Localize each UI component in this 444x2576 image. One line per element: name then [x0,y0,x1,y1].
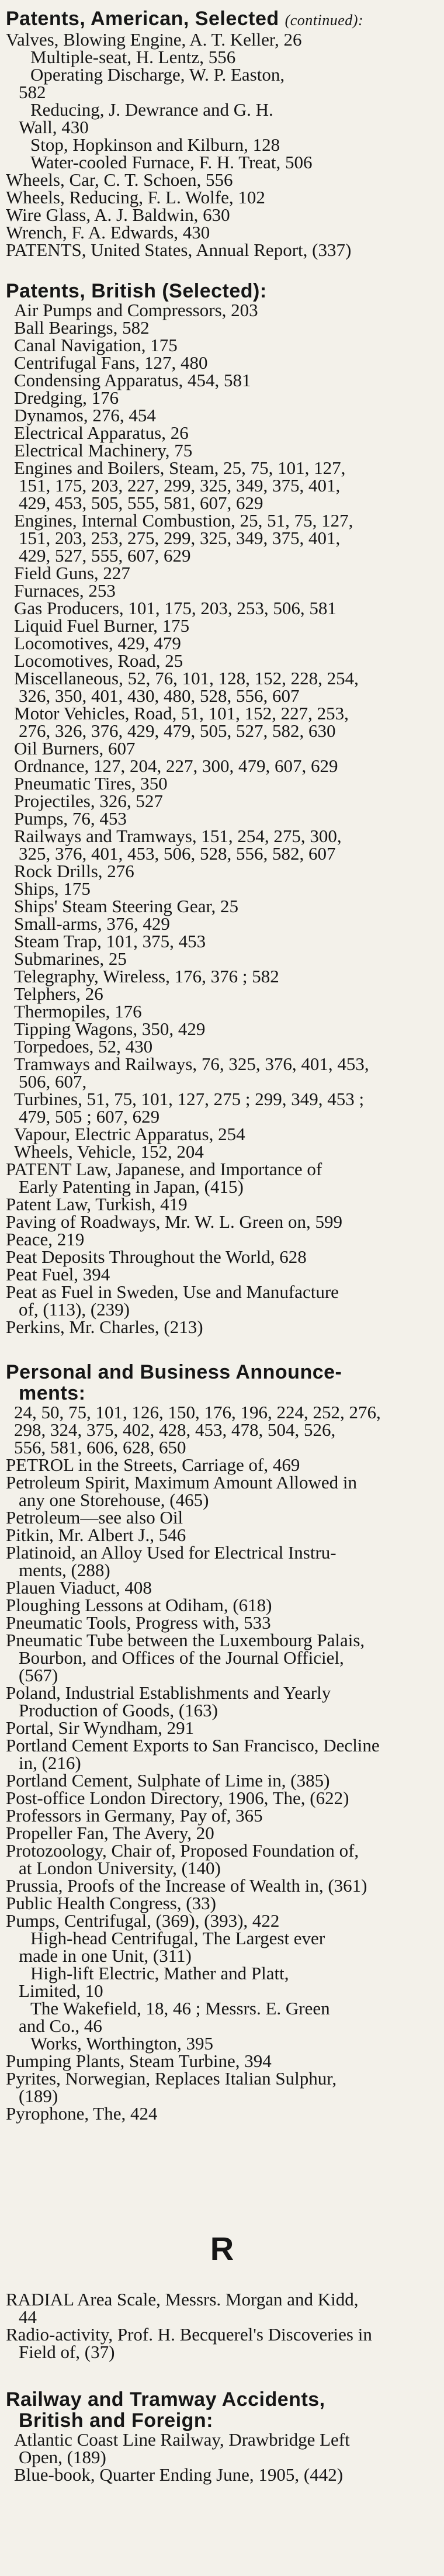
index-entry-line: Tipping Wagons, 350, 429 [14,1019,206,1039]
index-entry-line: RADIAL Area Scale, Messrs. Morgan and Kidd, [6,2289,359,2310]
index-entry-line: Field of, (37) [19,2342,115,2362]
index-entry-line: Limited, 10 [19,1981,103,2001]
index-entry-line: Pitkin, Mr. Albert J., 546 [6,1525,186,1545]
index-entry-line: in, (216) [19,1753,81,1773]
index-entry-line: Turbines, 51, 75, 101, 127, 275 ; 299, 349, 453 ; [14,1089,365,1109]
index-entry-line: Locomotives, 429, 479 [14,633,181,653]
index-entry-line: Atlantic Coast Line Railway, Drawbridge Left [14,2429,350,2450]
entry-list [6,1404,440,2123]
index-entry-line: High-head Centrifugal, The Largest ever [30,1928,325,1948]
index-entry-line: Public Health Congress, (33) [6,1893,216,1913]
index-entry-line: Electrical Machinery, 75 [14,440,193,461]
index-entry-line: Thermopiles, 176 [14,1001,142,1022]
heading-text-line2: British and Foreign: [19,2409,213,2432]
index-entry-line: Protozoology, Chair of, Proposed Foundation of, [6,1840,359,1861]
index-entry-line: Pumping Plants, Steam Turbine, 394 [6,2051,272,2071]
index-entry-line: ments, (288) [19,1560,110,1580]
index-entry-line: Steam Trap, 101, 375, 453 [14,931,206,951]
index-entry-line: 151, 175, 203, 227, 299, 325, 349, 375, 401, [19,475,341,496]
index-entry-line: Dredging, 176 [14,387,119,408]
index-entry-line: 325, 376, 401, 453, 506, 528, 556, 582, 607 [19,843,336,864]
index-entry-line: Poland, Industrial Establishments and Yearly [6,1682,331,1703]
index-entry-line: Ships' Steam Steering Gear, 25 [14,896,239,916]
index-entry-line: Telegraphy, Wireless, 176, 376 ; 582 [14,966,279,986]
index-entry-line: (567) [19,1665,58,1685]
index-entry-line: Portland Cement, Sulphate of Lime in, (385) [6,1770,330,1791]
index-entry-line: Peat as Fuel in Sweden, Use and Manufacture [6,1282,339,1302]
index-entry-line: Telphers, 26 [14,984,103,1004]
index-entry-line: Gas Producers, 101, 175, 203, 253, 506, 581 [14,598,337,618]
index-entry-line: Pyrophone, The, 424 [6,2103,158,2124]
index-entry-line: Pneumatic Tube between the Luxembourg Palais, [6,1630,365,1650]
index-entry-line: PETROL in the Streets, Carriage of, 469 [6,1455,300,1475]
section-r-entries [6,2291,440,2361]
index-entry-line: Stop, Hopkinson and Kilburn, 128 [30,134,280,155]
index-entry-line: any one Storehouse, (465) [19,1490,209,1510]
index-entry-line: Platinoid, an Alloy Used for Electrical Instru- [6,1542,337,1563]
section-railway-accidents [6,2389,440,2484]
index-entry-line: Paving of Roadways, Mr. W. L. Green on, 599 [6,1211,343,1232]
index-entry-line: Field Guns, 227 [14,563,130,583]
index-entry-line: Wheels, Reducing, F. L. Wolfe, 102 [6,187,265,207]
index-entry-line: 298, 324, 375, 402, 428, 453, 478, 504, 526, [14,1419,336,1440]
section-heading [6,8,440,31]
index-entry-line: Electrical Apparatus, 26 [14,423,189,443]
index-entry-line: Ball Bearings, 582 [14,317,150,338]
index-entry-line: 429, 527, 555, 607, 629 [19,545,191,566]
index-entry-line: at London University, (140) [19,1858,221,1878]
index-entry-line: Portland Cement Exports to San Francisco, Decline [6,1735,380,1756]
heading-text: Railway and Tramway Accidents, [6,2388,325,2411]
index-entry-line: Portal, Sir Wyndham, 291 [6,1718,195,1738]
section-personal-business [6,1362,440,2123]
index-entry-line: 44 [19,2307,37,2327]
index-entry-line: 506, 607, [19,1071,87,1092]
index-entry-line: and Co., 46 [19,2016,102,2036]
index-entry-line: Early Patenting in Japan, (415) [19,1176,244,1197]
index-entry-line: PATENT Law, Japanese, and Importance of [6,1159,322,1179]
index-entry-line: Condensing Apparatus, 454, 581 [14,370,251,390]
section-heading [6,1362,440,1404]
index-entry-line: Petroleum Spirit, Maximum Amount Allowed in [6,1472,358,1493]
index-entry-line: Ordnance, 127, 204, 227, 300, 479, 607, 629 [14,756,338,776]
index-entry-line: Wall, 430 [19,117,89,137]
index-entry-line: Peat Deposits Throughout the World, 628 [6,1247,307,1267]
index-entry-line: Pumps, Centrifugal, (369), (393), 422 [6,1910,280,1931]
index-entry-line: Wire Glass, A. J. Baldwin, 630 [6,205,230,225]
index-entry-line: Pyrites, Norwegian, Replaces Italian Sulphur, [6,2068,337,2089]
index-entry-line: Multiple-seat, H. Lentz, 556 [30,47,236,67]
index-entry-line: Works, Worthington, 395 [30,2033,214,2054]
index-entry-line: Blue-book, Quarter Ending June, 1905, (442) [14,2464,344,2485]
heading-text: Patents, British (Selected): [6,280,267,302]
index-entry-line: Open, (189) [19,2447,106,2467]
index-entry-line: Pneumatic Tires, 350 [14,773,168,794]
index-entry-line: Operating Discharge, W. P. Easton, [30,64,285,85]
index-entry-line: Engines, Internal Combustion, 25, 51, 75, 127, [14,510,353,531]
index-entry-line: 429, 453, 505, 555, 581, 607, 629 [19,493,263,513]
entry-list [6,302,440,1336]
index-entry-line: Ploughing Lessons at Odiham, (618) [6,1595,272,1615]
index-entry-line: Torpedoes, 52, 430 [14,1036,153,1057]
index-entry-line: Pumps, 76, 453 [14,808,127,829]
heading-text-line2: ments: [19,1382,86,1404]
index-entry-line: 24, 50, 75, 101, 126, 150, 176, 196, 224, 252, 276, [14,1402,381,1422]
index-entry-line: 326, 350, 401, 430, 480, 528, 556, 607 [19,685,300,706]
index-entry-line: 556, 581, 606, 628, 650 [14,1437,186,1457]
letter-heading-r: R [210,2230,234,2267]
index-entry-line: Small-arms, 376, 429 [14,913,170,934]
section-heading [6,281,440,302]
index-entry-line: Reducing, J. Dewrance and G. H. [30,99,273,120]
index-entry-line: Plauen Viaduct, 408 [6,1577,152,1598]
index-entry-line: Radio-activity, Prof. H. Becquerel's Discoveries in [6,2324,372,2345]
index-entry-line: Patent Law, Turkish, 419 [6,1194,188,1214]
index-entry-line: Submarines, 25 [14,948,127,969]
index-entry-line: Dynamos, 276, 454 [14,405,156,425]
heading-text: Personal and Business Announce- [6,1361,342,1383]
index-entry-line: 276, 326, 376, 429, 479, 505, 527, 582, 630 [19,721,336,741]
index-entry-line: Locomotives, Road, 25 [14,650,183,671]
index-entry-line: Wheels, Car, C. T. Schoen, 556 [6,169,233,190]
index-entry-line: of, (113), (239) [19,1299,130,1320]
index-entry-line: PATENTS, United States, Annual Report, (337) [6,240,352,260]
section-patents-british [6,281,440,1336]
index-entry-line: Air Pumps and Compressors, 203 [14,300,258,320]
index-entry-line: Peace, 219 [6,1229,85,1249]
index-entry-line: Perkins, Mr. Charles, (213) [6,1317,203,1337]
index-entry-line: Wheels, Vehicle, 152, 204 [14,1141,204,1162]
index-entry-line: Production of Goods, (163) [19,1700,218,1720]
heading-text: Patents, American, Selected [6,8,279,30]
index-entry-line: Furnaces, 253 [14,580,116,601]
index-entry-line: High-lift Electric, Mather and Platt, [30,1963,289,1983]
index-entry-line: Petroleum—see also Oil [6,1507,183,1528]
index-entry-line: Centrifugal Fans, 127, 480 [14,352,208,373]
index-entry-line: Prussia, Proofs of the Increase of Wealth in, (361) [6,1875,367,1896]
index-entry-line: made in one Unit, (311) [19,1945,192,1966]
index-entry-line: Motor Vehicles, Road, 51, 101, 152, 227, 253, [14,703,349,723]
index-entry-line: Vapour, Electric Apparatus, 254 [14,1124,245,1144]
index-entry-line: Peat Fuel, 394 [6,1264,110,1284]
index-entry-line: Post-office London Directory, 1906, The, (622) [6,1788,349,1808]
index-entry-line: Railways and Tramways, 151, 254, 275, 300, [14,826,342,846]
index-entry-line: 151, 203, 253, 275, 299, 325, 349, 375, 401, [19,528,341,548]
index-entry-line: 582 [19,82,46,102]
index-entry-line: Engines and Boilers, Steam, 25, 75, 101, 127, [14,458,346,478]
index-entry-line: Valves, Blowing Engine, A. T. Keller, 26 [6,29,302,50]
entry-list [6,2291,440,2361]
index-entry-line: Tramways and Railways, 76, 325, 376, 401, 453, [14,1054,369,1074]
index-entry-line: Pneumatic Tools, Progress with, 533 [6,1612,271,1633]
index-entry-line: Oil Burners, 607 [14,738,136,759]
index-entry-line: Bourbon, and Offices of the Journal Officiel, [19,1647,344,1668]
index-entry-line: Professors in Germany, Pay of, 365 [6,1805,263,1826]
index-entry-line: Water-cooled Furnace, F. H. Treat, 506 [30,152,313,172]
index-entry-line: Propeller Fan, The Avery, 20 [6,1823,214,1843]
index-entry-line: Liquid Fuel Burner, 175 [14,615,190,636]
index-entry-line: Projectiles, 326, 527 [14,791,163,811]
section-heading [6,2389,440,2431]
entry-list [6,2431,440,2484]
index-entry-line: Ships, 175 [14,878,91,899]
index-entry-line: Wrench, F. A. Edwards, 430 [6,222,210,243]
index-entry-line: The Wakefield, 18, 46 ; Messrs. E. Green [30,1998,330,2018]
index-entry-line: Miscellaneous, 52, 76, 101, 128, 152, 228, 254, [14,668,359,688]
index-entry-line: Rock Drills, 276 [14,861,134,881]
index-entry-line: (189) [19,2086,58,2106]
heading-note: (continued): [285,12,364,29]
index-entry-line: 479, 505 ; 607, 629 [19,1106,160,1127]
index-entry-line: Canal Navigation, 175 [14,335,178,355]
section-patents-american [6,8,440,259]
entry-list [6,31,440,259]
